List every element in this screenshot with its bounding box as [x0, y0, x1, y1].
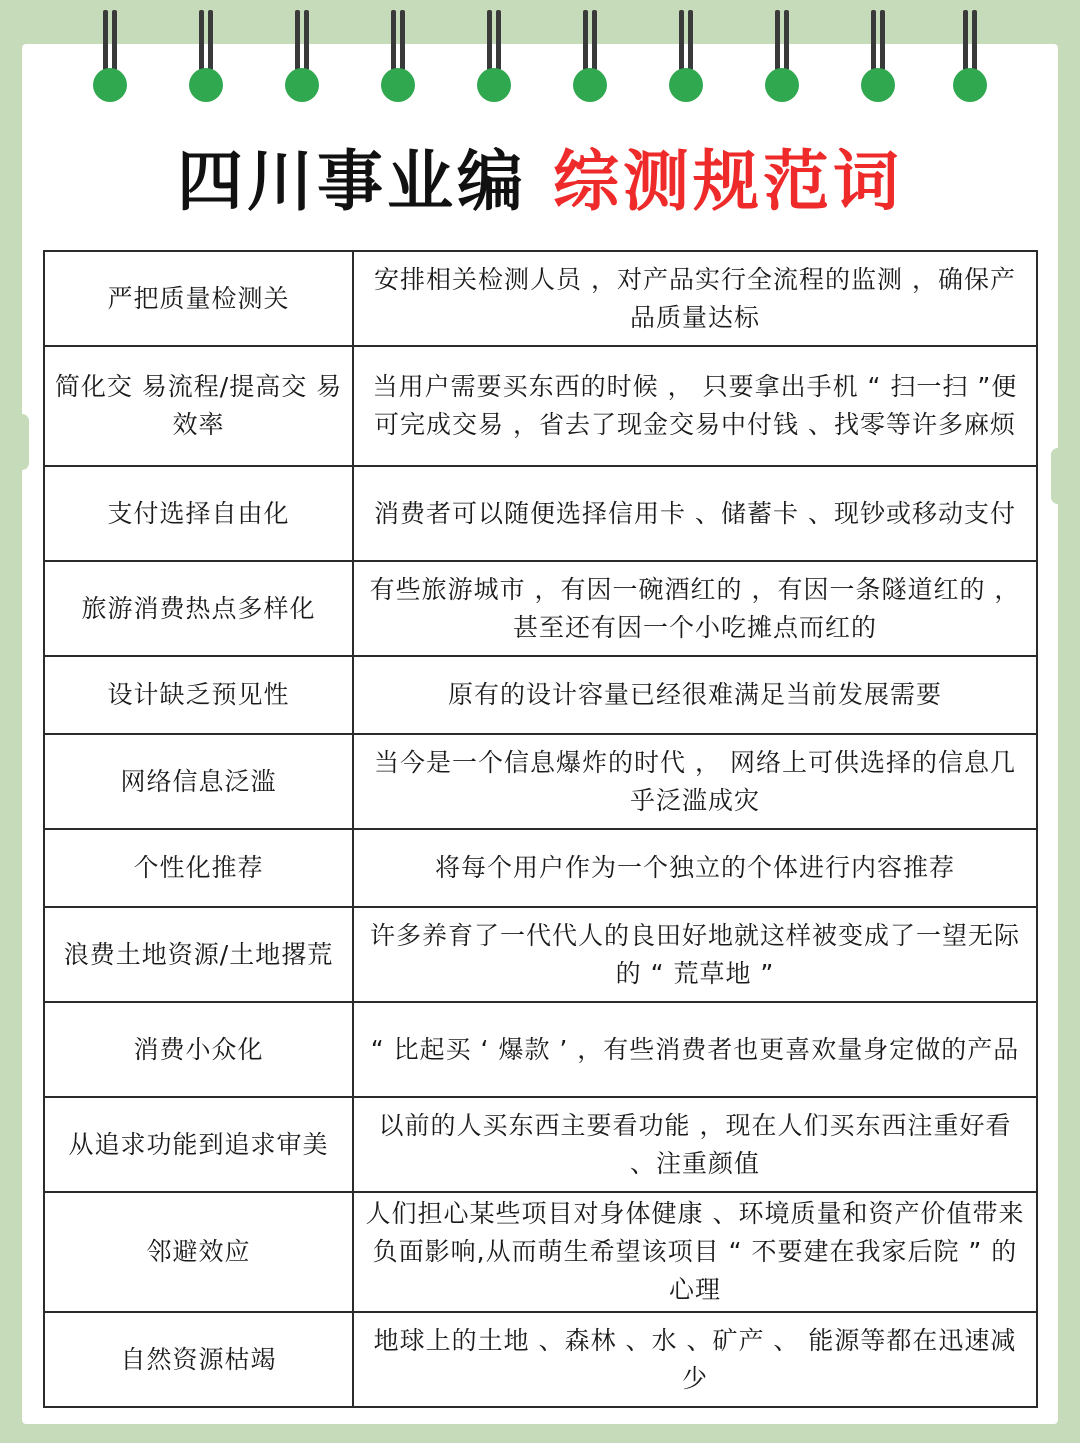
table-row [44, 734, 1037, 829]
table-row [44, 561, 1037, 656]
description-cell: 以前的人买东西主要看功能 ，现在人们买东西注重好看 、注重颜值 [353, 1097, 1037, 1192]
binder-ring-icon [477, 10, 511, 104]
description-cell: 地球上的土地 、森林 、水 、矿产 、 能源等都在迅速减少 [353, 1312, 1037, 1407]
table-row [44, 251, 1037, 346]
binder-ring-icon [93, 10, 127, 104]
term-cell: 简化交 易流程/提高交 易效率 [44, 346, 353, 466]
term-cell: 支付选择自由化 [44, 466, 353, 561]
description-cell: 将每个用户作为一个独立的个体进行内容推荐 [353, 829, 1037, 907]
binder-ring-icon [285, 10, 319, 104]
description-cell: 当用户需要买东西的时候 ， 只要拿出手机 “ 扫一扫 ”便可完成交易 ，省去了现金交易中付钱 、找零等许多麻烦 [353, 346, 1037, 466]
table-row [44, 1002, 1037, 1097]
binder-ring-icon [669, 10, 703, 104]
binder-rings [0, 0, 1080, 110]
term-cell: 消费小众化 [44, 1002, 353, 1097]
description-cell: 有些旅游城市 ，有因一碗酒红的 ，有因一条隧道红的 ，甚至还有因一个小吃摊点而红的 [353, 561, 1037, 656]
paper-notch-left [15, 414, 29, 470]
binder-ring-icon [765, 10, 799, 104]
description-cell: 许多养育了一代代人的良田好地就这样被变成了一望无际的 “ 荒草地 ” [353, 907, 1037, 1002]
description-cell: 人们担心某些项目对身体健康 、环境质量和资产价值带来负面影响,从而萌生希望该项目 “ 不要建在我家后院 ” 的心理 [353, 1192, 1037, 1312]
description-cell: 消费者可以随便选择信用卡 、储蓄卡 、现钞或移动支付 [353, 466, 1037, 561]
binder-ring-icon [573, 10, 607, 104]
binder-ring-icon [861, 10, 895, 104]
table-row [44, 346, 1037, 466]
table-row [44, 1097, 1037, 1192]
description-cell: “ 比起买 ‘ 爆款 ’ ，有些消费者也更喜欢量身定做的产品 [353, 1002, 1037, 1097]
description-cell: 安排相关检测人员 ，对产品实行全流程的监测 ，确保产品质量达标 [353, 251, 1037, 346]
table-row [44, 829, 1037, 907]
table-row [44, 656, 1037, 734]
term-cell: 旅游消费热点多样化 [44, 561, 353, 656]
term-cell: 设计缺乏预见性 [44, 656, 353, 734]
binder-ring-icon [953, 10, 987, 104]
term-cell: 自然资源枯竭 [44, 1312, 353, 1407]
table-row [44, 466, 1037, 561]
term-cell: 网络信息泛滥 [44, 734, 353, 829]
term-cell: 邻避效应 [44, 1192, 353, 1312]
paper-notch-right [1051, 448, 1065, 504]
page-title-highlight: 综测规范词 [553, 143, 903, 220]
table-row [44, 907, 1037, 1002]
table-row [44, 1312, 1037, 1407]
description-cell: 当今是一个信息爆炸的时代 ， 网络上可供选择的信息几乎泛滥成灾 [353, 734, 1037, 829]
description-cell: 原有的设计容量已经很难满足当前发展需要 [353, 656, 1037, 734]
page-title-main: 四川事业编 [177, 143, 527, 220]
term-cell: 从追求功能到追求审美 [44, 1097, 353, 1192]
term-cell: 严把质量检测关 [44, 251, 353, 346]
binder-ring-icon [381, 10, 415, 104]
term-cell: 个性化推荐 [44, 829, 353, 907]
table-row [44, 1192, 1037, 1312]
binder-ring-icon [189, 10, 223, 104]
term-cell: 浪费土地资源/土地撂荒 [44, 907, 353, 1002]
page-title [0, 140, 1080, 224]
terms-table [43, 250, 1038, 1408]
